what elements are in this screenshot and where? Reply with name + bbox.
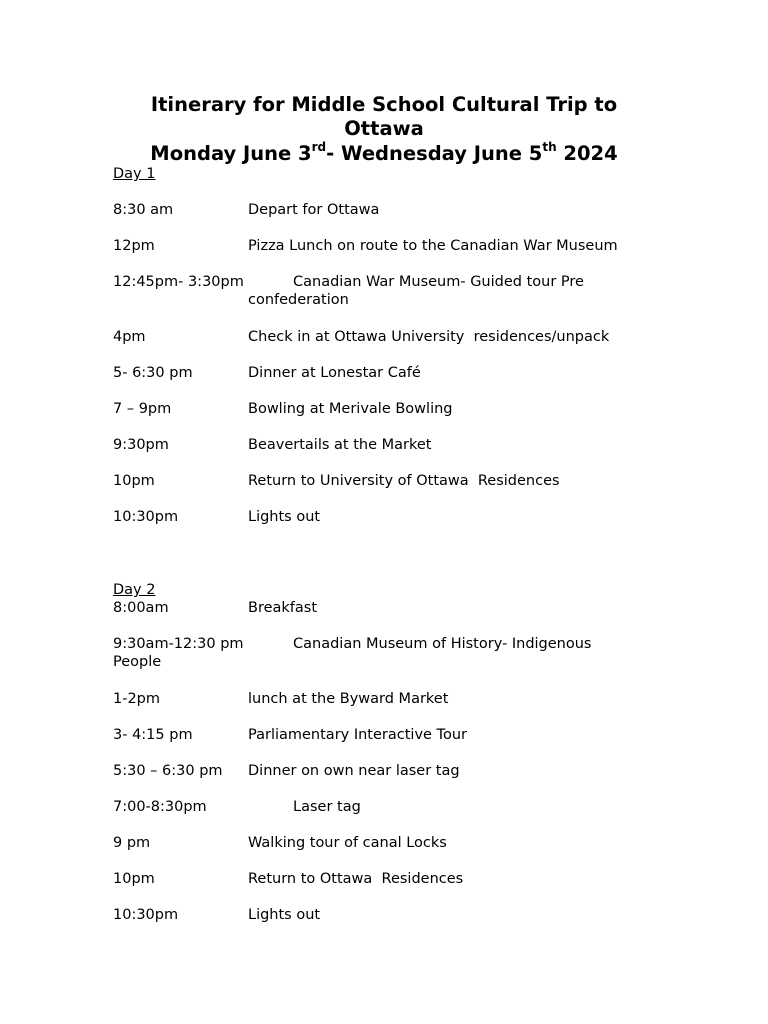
date-year: 2024 <box>556 142 618 165</box>
date-start-suffix: rd <box>311 139 327 154</box>
item-time: 7:00-8:30pm <box>113 799 207 815</box>
item-description-continued: confederation <box>248 292 349 308</box>
item-description: Breakfast <box>248 600 318 616</box>
document-date-range <box>113 139 655 166</box>
item-description: Depart for Ottawa <box>248 202 380 218</box>
item-time: 8:00am <box>113 600 169 616</box>
item-time: 7 – 9pm <box>113 401 172 417</box>
title-line-1: Itinerary for Middle School Cultural Trip to Ottawa <box>150 93 618 140</box>
item-time: 9:30am-12:30 pm <box>113 636 244 652</box>
document-title <box>113 93 655 141</box>
item-description: Pizza Lunch on route to the Canadian War Museum <box>248 238 618 254</box>
day-2-heading: Day 2 <box>113 582 156 598</box>
item-time: 9:30pm <box>113 437 169 453</box>
item-time: 9 pm <box>113 835 151 851</box>
item-description: Canadian Museum of History- Indigenous <box>293 636 592 652</box>
item-description: Bowling at Merivale Bowling <box>248 401 453 417</box>
item-description: lunch at the Byward Market <box>248 691 449 707</box>
item-description: Walking tour of canal Locks <box>248 835 447 851</box>
item-time: 10:30pm <box>113 509 179 525</box>
item-time: 3- 4:15 pm <box>113 727 193 743</box>
item-description: Parliamentary Interactive Tour <box>248 727 467 743</box>
item-time: 10pm <box>113 473 155 489</box>
item-time: 10pm <box>113 871 155 887</box>
item-description-continued: People <box>113 654 162 670</box>
item-time: 10:30pm <box>113 907 179 923</box>
item-time: 1-2pm <box>113 691 161 707</box>
item-description: Check in at Ottawa University residences/unpack <box>248 329 610 345</box>
item-description: Laser tag <box>293 799 361 815</box>
item-description: Return to Ottawa Residences <box>248 871 464 887</box>
item-description: Lights out <box>248 509 321 525</box>
item-time: 4pm <box>113 329 146 345</box>
day-1-heading: Day 1 <box>113 166 156 182</box>
item-time: 12pm <box>113 238 155 254</box>
item-description: Lights out <box>248 907 321 923</box>
item-description: Return to University of Ottawa Residences <box>248 473 560 489</box>
item-description: Dinner at Lonestar Café <box>248 365 421 381</box>
item-description: Dinner on own near laser tag <box>248 763 460 779</box>
item-time: 5- 6:30 pm <box>113 365 193 381</box>
item-time: 8:30 am <box>113 202 174 218</box>
date-end: - Wednesday June 5 <box>326 142 543 165</box>
date-end-suffix: th <box>542 139 557 154</box>
item-description: Canadian War Museum- Guided tour Pre <box>293 274 584 290</box>
item-time: 12:45pm- 3:30pm <box>113 274 244 290</box>
item-description: Beavertails at the Market <box>248 437 432 453</box>
date-start: Monday June 3 <box>150 142 312 165</box>
item-time: 5:30 – 6:30 pm <box>113 763 223 779</box>
